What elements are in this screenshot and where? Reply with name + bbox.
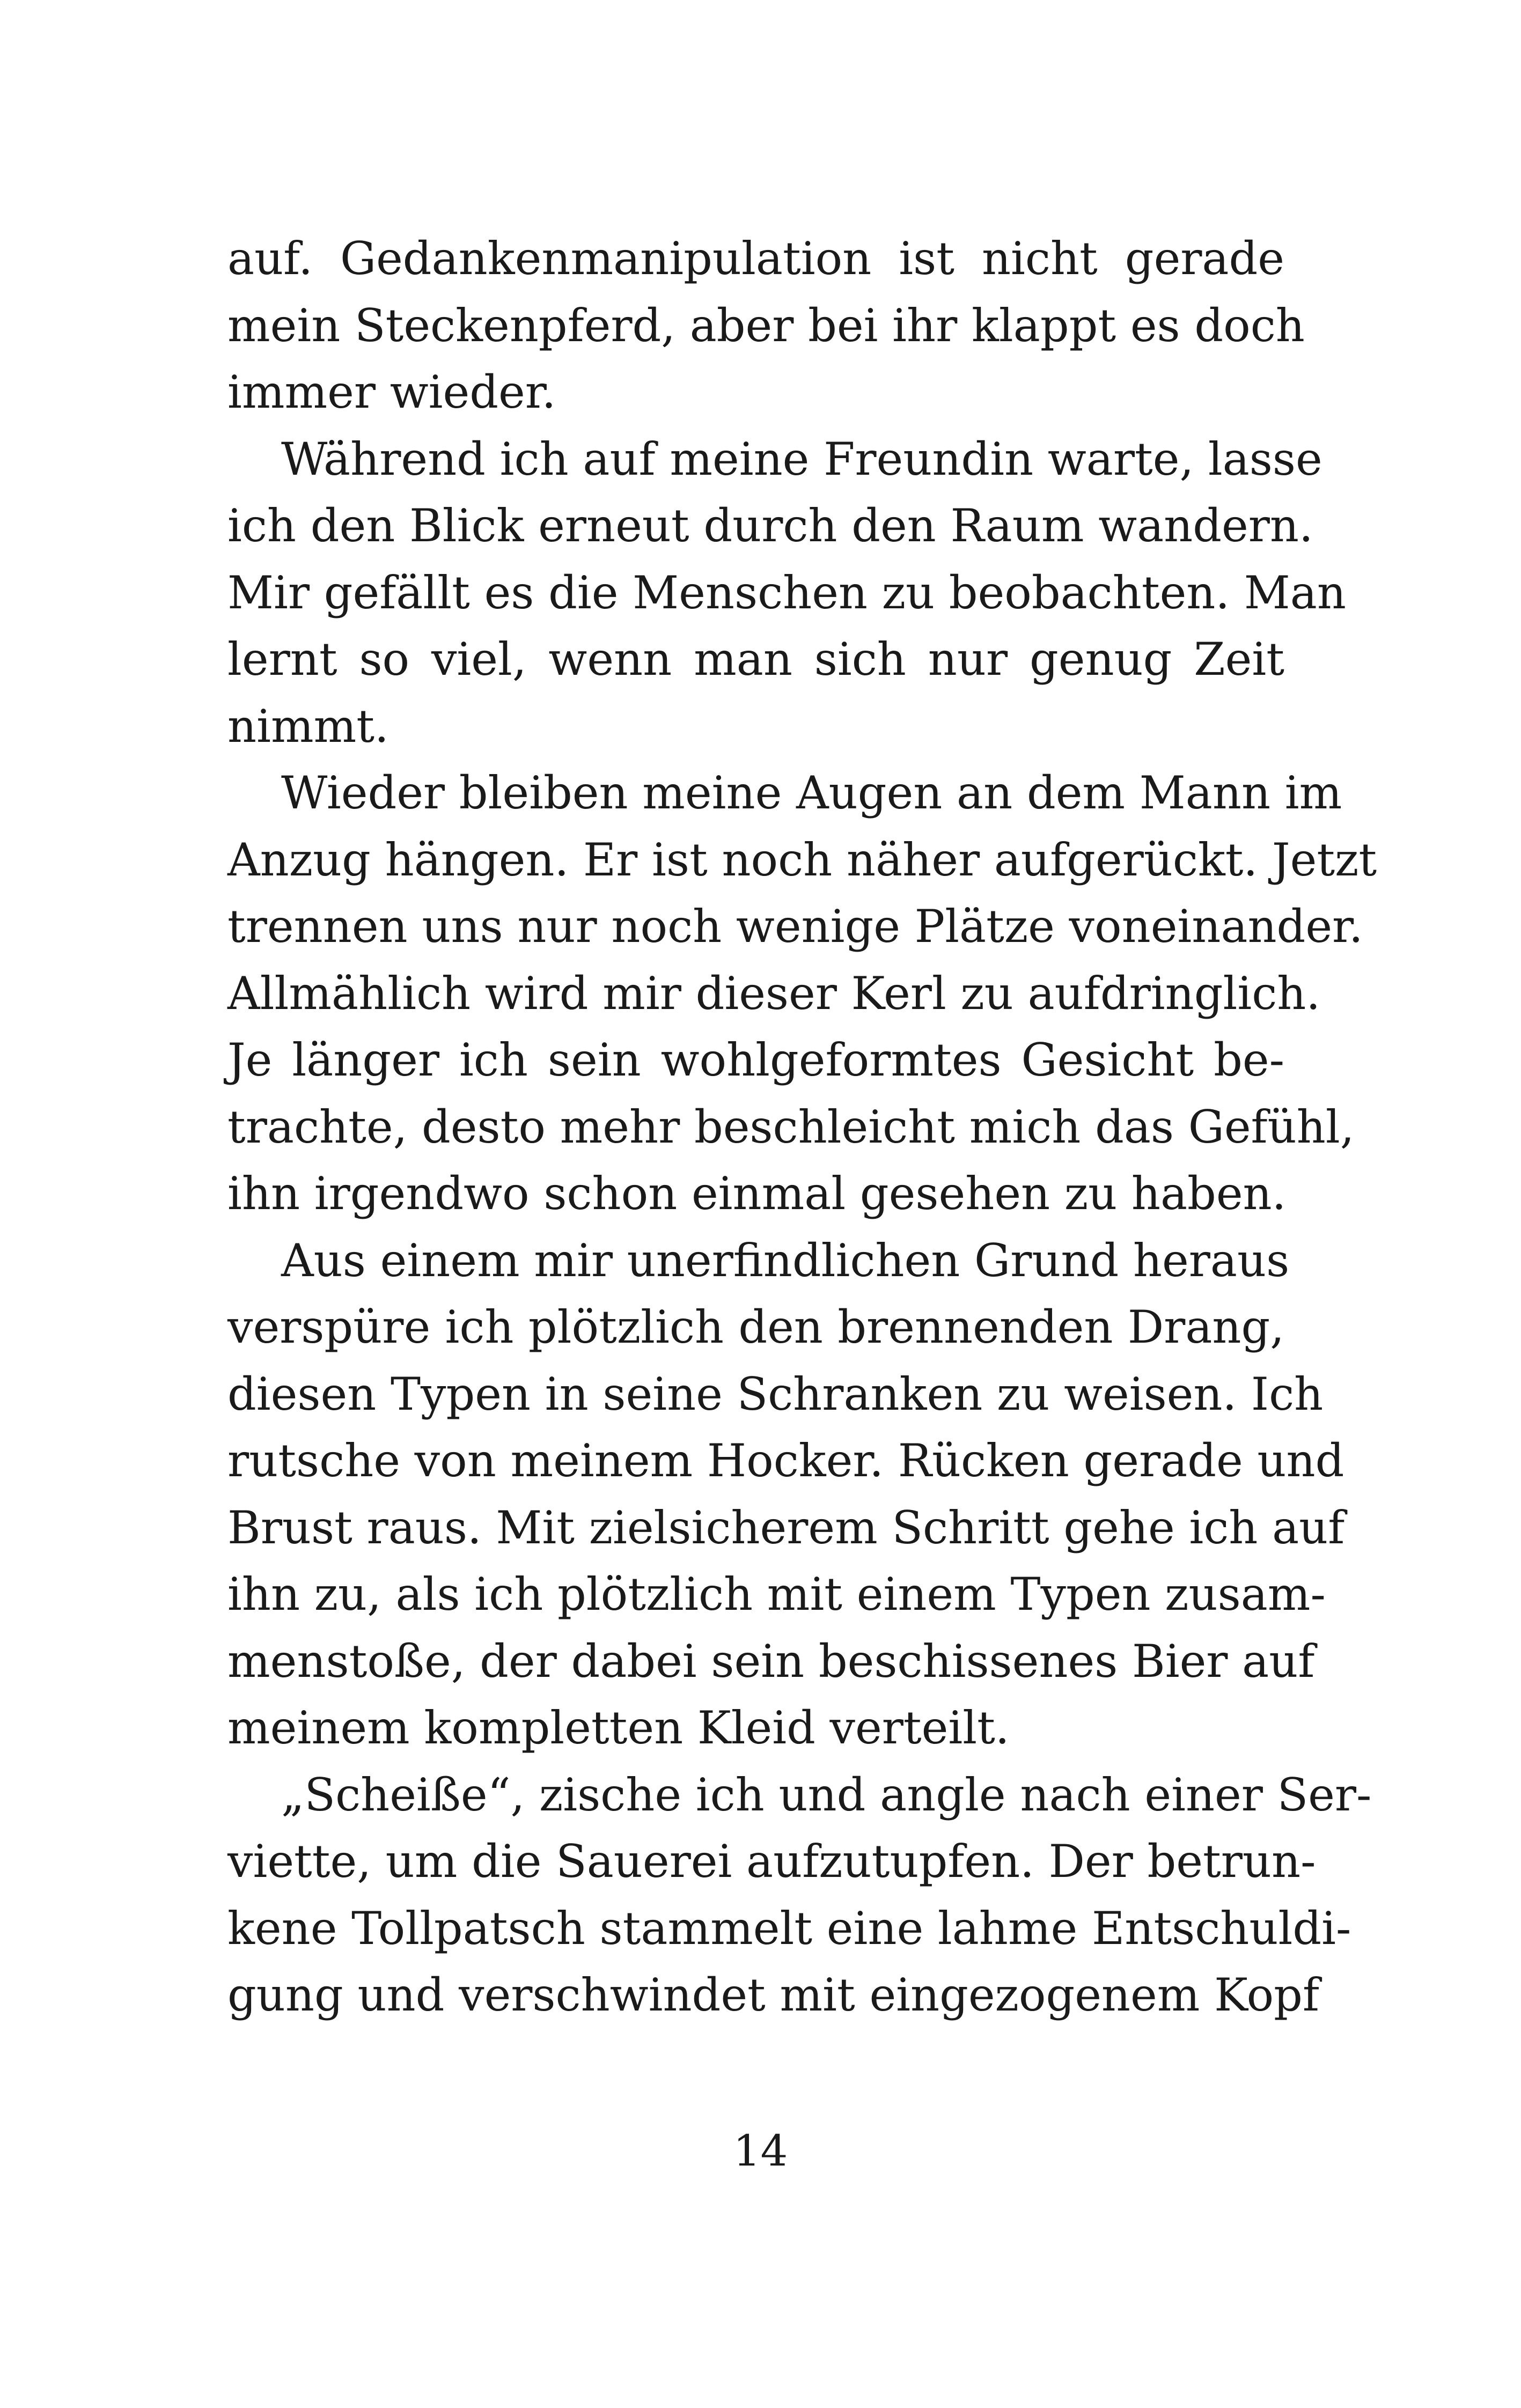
text-line: immer wieder. bbox=[227, 366, 556, 418]
text-line: mein Steckenpferd, aber bei ihr klappt es doch bbox=[227, 299, 1305, 352]
text-line: Brust raus. Mit zielsicherem Schritt gehe ich auf bbox=[227, 1501, 1345, 1554]
text-line: diesen Typen in seine Schranken zu weisen. Ich bbox=[227, 1367, 1324, 1420]
text-line: auf. Gedankenmanipulation ist nicht gerade bbox=[227, 232, 1284, 285]
text-line: Mir gefällt es die Menschen zu beobachten. Man bbox=[227, 566, 1346, 619]
text-line: Anzug hängen. Er ist noch näher aufgerückt. Jetzt bbox=[227, 833, 1377, 886]
text-line: Wieder bleiben meine Augen an dem Mann im bbox=[281, 767, 1342, 819]
paragraph bbox=[227, 225, 1305, 426]
page-body bbox=[227, 225, 1377, 2029]
text-line: meinem kompletten Kleid verteilt. bbox=[227, 1702, 1010, 1754]
text-line: menstoße, der dabei sein beschissenes Bier auf bbox=[227, 1634, 1315, 1688]
text-line: gung und verschwindet mit eingezogenem Kopf bbox=[227, 1969, 1320, 2021]
text-line: nimmt. bbox=[227, 699, 389, 753]
text-line: Je länger ich sein wohlgeformtes Gesicht be- bbox=[227, 1034, 1284, 1086]
text-line: trachte, desto mehr beschleicht mich das Gefühl, bbox=[227, 1100, 1355, 1153]
paragraph bbox=[227, 1227, 1345, 1762]
page-number: 14 bbox=[733, 2126, 788, 2176]
text-line: rutsche von meinem Hocker. Rücken gerade und bbox=[227, 1434, 1344, 1487]
paragraph bbox=[227, 426, 1346, 760]
paragraph bbox=[227, 760, 1377, 1227]
text-line: Während ich auf meine Freundin warte, lasse bbox=[281, 432, 1322, 485]
text-line: „Scheiße“, zische ich und angle nach einer Ser- bbox=[281, 1768, 1372, 1821]
text-line: Allmählich wird mir dieser Kerl zu aufdringlich. bbox=[227, 967, 1321, 1020]
text-line: kene Tollpatsch stammelt eine lahme Entschuldi- bbox=[227, 1902, 1351, 1955]
text-line: ich den Blick erneut durch den Raum wandern. bbox=[227, 499, 1313, 552]
text-line: trennen uns nur noch wenige Plätze voneinander. bbox=[227, 900, 1363, 953]
text-line: viette, um die Sauerei aufzutupfen. Der betrun- bbox=[227, 1835, 1316, 1888]
text-line: verspüre ich plötzlich den brennenden Drang, bbox=[227, 1301, 1284, 1353]
paragraph bbox=[227, 1762, 1372, 2029]
text-line: ihn zu, als ich plötzlich mit einem Typen zusam- bbox=[227, 1568, 1326, 1621]
text-line: ihn irgendwo schon einmal gesehen zu haben. bbox=[227, 1167, 1287, 1220]
text-line: lernt so viel, wenn man sich nur genug Zeit bbox=[227, 633, 1284, 686]
text-line: Aus einem mir unerfindlichen Grund heraus bbox=[281, 1234, 1290, 1287]
